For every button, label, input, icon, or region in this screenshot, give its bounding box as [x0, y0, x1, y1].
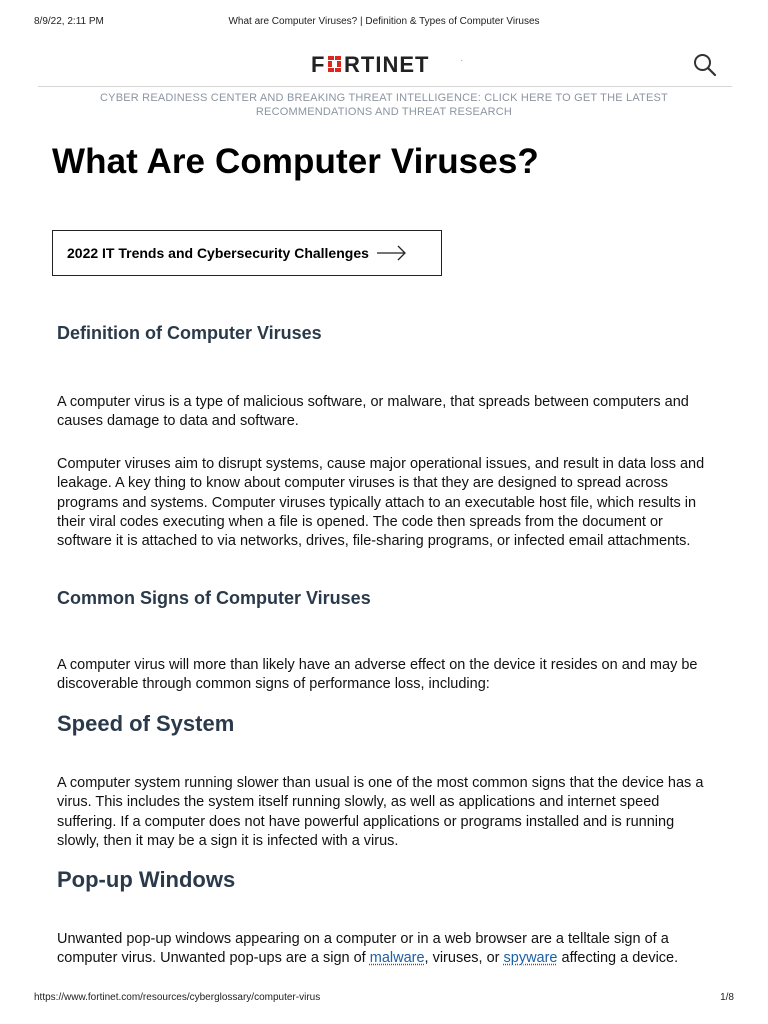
- speed-of-system-heading: Speed of System: [57, 711, 235, 736]
- popup-windows-heading: Pop-up Windows: [57, 867, 236, 892]
- spyware-link[interactable]: spyware: [503, 950, 558, 967]
- cta-label: 2022 IT Trends and Cybersecurity Challenges: [67, 245, 369, 261]
- trends-cta-button[interactable]: [52, 230, 442, 276]
- common-signs-heading: Common Signs of Computer Viruses: [57, 588, 371, 608]
- svg-text:F: F: [311, 53, 326, 75]
- site-header: [38, 40, 732, 87]
- common-signs-paragraph: A computer virus will more than likely have an adverse effect on the device it resides on and may be discoverable through common signs of performance loss, including:: [57, 657, 698, 693]
- definition-paragraph-2: Computer viruses aim to disrupt systems, cause major operational issues, and result in data loss and leakage. A key thing to know about computer viruses is that they are designed to spread across programs and systems. Computer viruses typically attach to an executable host file, which results in their viral codes executing when a file is opened. The code then spreads from the document or software it is attached to via networks, drives, file-sharing programs, or infected email attachments.: [57, 456, 705, 550]
- fortinet-logo[interactable]: [311, 53, 471, 75]
- print-url: https://www.fortinet.com/resources/cyberglossary/computer-virus: [34, 992, 321, 1003]
- popup-text-before: Unwanted pop-up windows appearing on a computer or in a web browser are a telltale sign of a computer virus. Unwanted pop-ups are a sign of: [57, 931, 669, 967]
- search-icon[interactable]: [692, 52, 718, 78]
- print-datetime: 8/9/22, 2:11 PM: [34, 16, 104, 27]
- print-header: [34, 16, 734, 30]
- popup-text-after: affecting a device.: [557, 950, 679, 967]
- speed-of-system-paragraph: A computer system running slower than usual is one of the most common signs that the device has a virus. This includes the system itself running slowly, as well as applications and internet speed suffering. If a computer does not have powerful applications or programs installed and is running slowly, then it may be a sign it is infected with a virus.: [57, 775, 704, 849]
- print-page-number: 1/8: [720, 992, 734, 1003]
- svg-text:.: .: [461, 57, 463, 63]
- popup-text-middle: , viruses, or: [424, 950, 504, 967]
- print-page-title: What are Computer Viruses? | Definition & Types of Computer Viruses: [228, 16, 540, 27]
- definition-paragraph-1: A computer virus is a type of malicious software, or malware, that spreads between computers and causes damage to data and software.: [57, 394, 689, 430]
- svg-text:RTINET: RTINET: [344, 53, 430, 75]
- threat-intel-banner[interactable]: CYBER READINESS CENTER AND BREAKING THREAT INTELLIGENCE: CLICK HERE TO GET THE LATEST RECOMMENDATIONS AND THREAT RESEARCH: [100, 92, 668, 118]
- malware-link[interactable]: malware: [369, 950, 425, 967]
- popup-windows-paragraph: [57, 930, 717, 969]
- print-footer: [34, 992, 734, 1004]
- definition-heading: Definition of Computer Viruses: [57, 323, 322, 343]
- page-title: What Are Computer Viruses?: [52, 142, 539, 181]
- arrow-right-icon: [377, 245, 407, 261]
